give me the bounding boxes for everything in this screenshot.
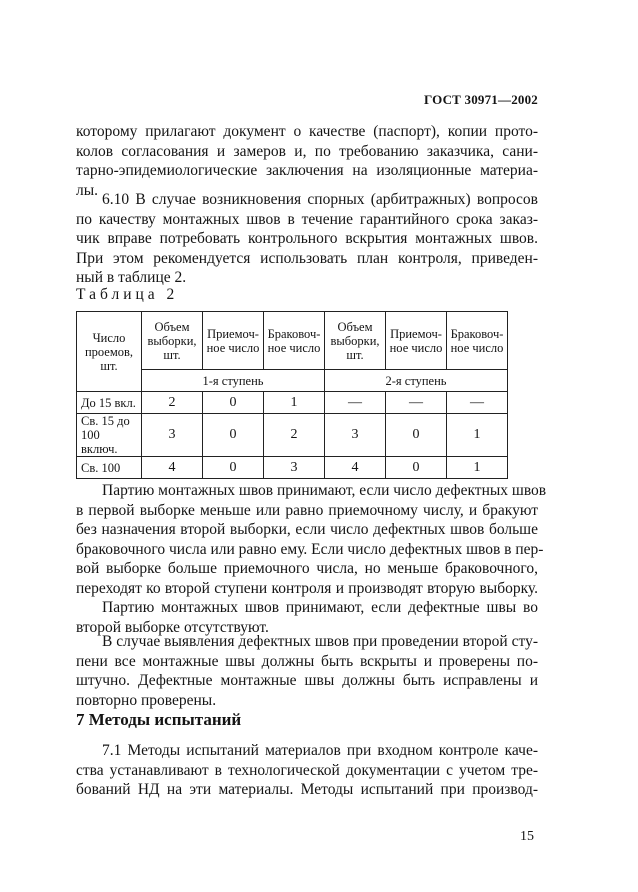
text-line: При этом рекомендуется использовать план контроля, приведен- bbox=[76, 249, 538, 267]
table-header-cell: Браковоч-ное число bbox=[447, 312, 508, 370]
table-cell: 0 bbox=[386, 414, 447, 457]
text-line: лы. bbox=[76, 181, 99, 199]
text-line: без назначения второй выборки, если число дефектных швов больше bbox=[76, 521, 538, 538]
text-line: второй выборке отсутствуют. bbox=[76, 618, 269, 636]
text-line: по качеству монтажных швов в течение гарантийного срока заказ- bbox=[76, 210, 538, 228]
text-line: Партию монтажных швов принимают, если число дефектных швов bbox=[102, 482, 547, 499]
table-cell: 4 bbox=[325, 457, 386, 479]
table-header-cell: Приемоч-ное число bbox=[203, 312, 264, 370]
text-line: ства устанавливают в технологической документации с учетом тре- bbox=[76, 761, 538, 779]
table-cell: 0 bbox=[386, 457, 447, 479]
text-line: повторно проверены. bbox=[76, 691, 217, 709]
row-label-cell: До 15 вкл. bbox=[77, 392, 142, 414]
table-cell: 3 bbox=[264, 457, 325, 479]
table-header-cell: Объем выборки, шт. bbox=[325, 312, 386, 370]
text-line: штучно. Дефектные монтажные швы должны быть исправлены и bbox=[76, 672, 538, 689]
text-line: 6.10 В случае возникновения спорных (арбитражных) вопросов bbox=[102, 191, 538, 208]
text-line: пени все монтажные швы должны быть вскрыты и проверены по- bbox=[76, 652, 538, 670]
text-line: бований НД на эти материалы. Методы испытаний при производ- bbox=[76, 781, 538, 798]
text-line: вой выборке больше приемочного числа, но меньше браковочного, bbox=[76, 560, 538, 577]
table-header-row bbox=[77, 312, 508, 370]
table-cell: 2 bbox=[142, 392, 203, 414]
text-line: ный в таблице 2. bbox=[76, 269, 187, 286]
table-cell: — bbox=[447, 392, 508, 414]
text-line: Партию монтажных швов принимают, если дефектные швы во bbox=[102, 599, 538, 616]
row-label-cell: Св. 15 до 100 включ. bbox=[77, 414, 142, 457]
table-cell: — bbox=[325, 392, 386, 414]
table-cell: 1 bbox=[264, 392, 325, 414]
text-line: тарно-эпидемиологические заключения на изоляционные материа- bbox=[76, 162, 538, 179]
intro-paragraph bbox=[76, 122, 538, 200]
clause-6-10 bbox=[76, 190, 538, 288]
table-header-cell: Число проемов, шт. bbox=[77, 312, 142, 392]
table-row bbox=[77, 414, 508, 457]
table-cell: 4 bbox=[142, 457, 203, 479]
table-header-cell: Приемоч-ное число bbox=[386, 312, 447, 370]
table-header-cell: Объем выборки, шт. bbox=[142, 312, 203, 370]
table-caption: Таблица 2 bbox=[76, 286, 179, 303]
sampling-plan-table bbox=[76, 311, 508, 479]
table-row bbox=[77, 457, 508, 479]
table-cell: — bbox=[386, 392, 447, 414]
text-line: браковочного числа или равно ему. Если число дефектных швов в пер- bbox=[76, 540, 544, 558]
table-row bbox=[77, 392, 508, 414]
text-line: переходят ко второй ступени контроля и производят вторую выборку. bbox=[76, 579, 538, 597]
acceptance-paragraph bbox=[76, 481, 547, 598]
standard-header: ГОСТ 30971—2002 bbox=[423, 92, 538, 107]
clause-7-1 bbox=[76, 741, 538, 800]
table-header-cell: Браковоч-ное число bbox=[264, 312, 325, 370]
text-line: 7.1 Методы испытаний материалов при входном контроле каче- bbox=[102, 742, 538, 759]
page-number: 15 bbox=[520, 829, 534, 844]
table-cell: 2 bbox=[264, 414, 325, 457]
stage-header-cell: 2-я ступень bbox=[325, 370, 508, 392]
table-cell: 1 bbox=[447, 414, 508, 457]
table-stage-row bbox=[77, 370, 508, 392]
defects-paragraph bbox=[76, 632, 538, 710]
table-cell: 3 bbox=[325, 414, 386, 457]
table-cell: 1 bbox=[447, 457, 508, 479]
table-cell: 0 bbox=[203, 414, 264, 457]
text-line: колов согласования и замеров и, по требованию заказчика, сани- bbox=[76, 142, 538, 160]
stage-header-cell: 1-я ступень bbox=[142, 370, 325, 392]
text-line: которому прилагают документ о качестве (паспорт), копии прото- bbox=[76, 123, 538, 140]
text-line: в первой выборке меньше или равно приемочному числу, и бракуют bbox=[76, 501, 538, 519]
text-line: чик вправе потребовать контрольного вскрытия монтажных швов. bbox=[76, 230, 538, 247]
text-line: В случае выявления дефектных швов при проведении второй сту- bbox=[102, 633, 538, 650]
row-label-cell: Св. 100 bbox=[77, 457, 142, 479]
section-title: 7 Методы испытаний bbox=[76, 710, 242, 729]
table-cell: 0 bbox=[203, 457, 264, 479]
table-cell: 0 bbox=[203, 392, 264, 414]
table-cell: 3 bbox=[142, 414, 203, 457]
